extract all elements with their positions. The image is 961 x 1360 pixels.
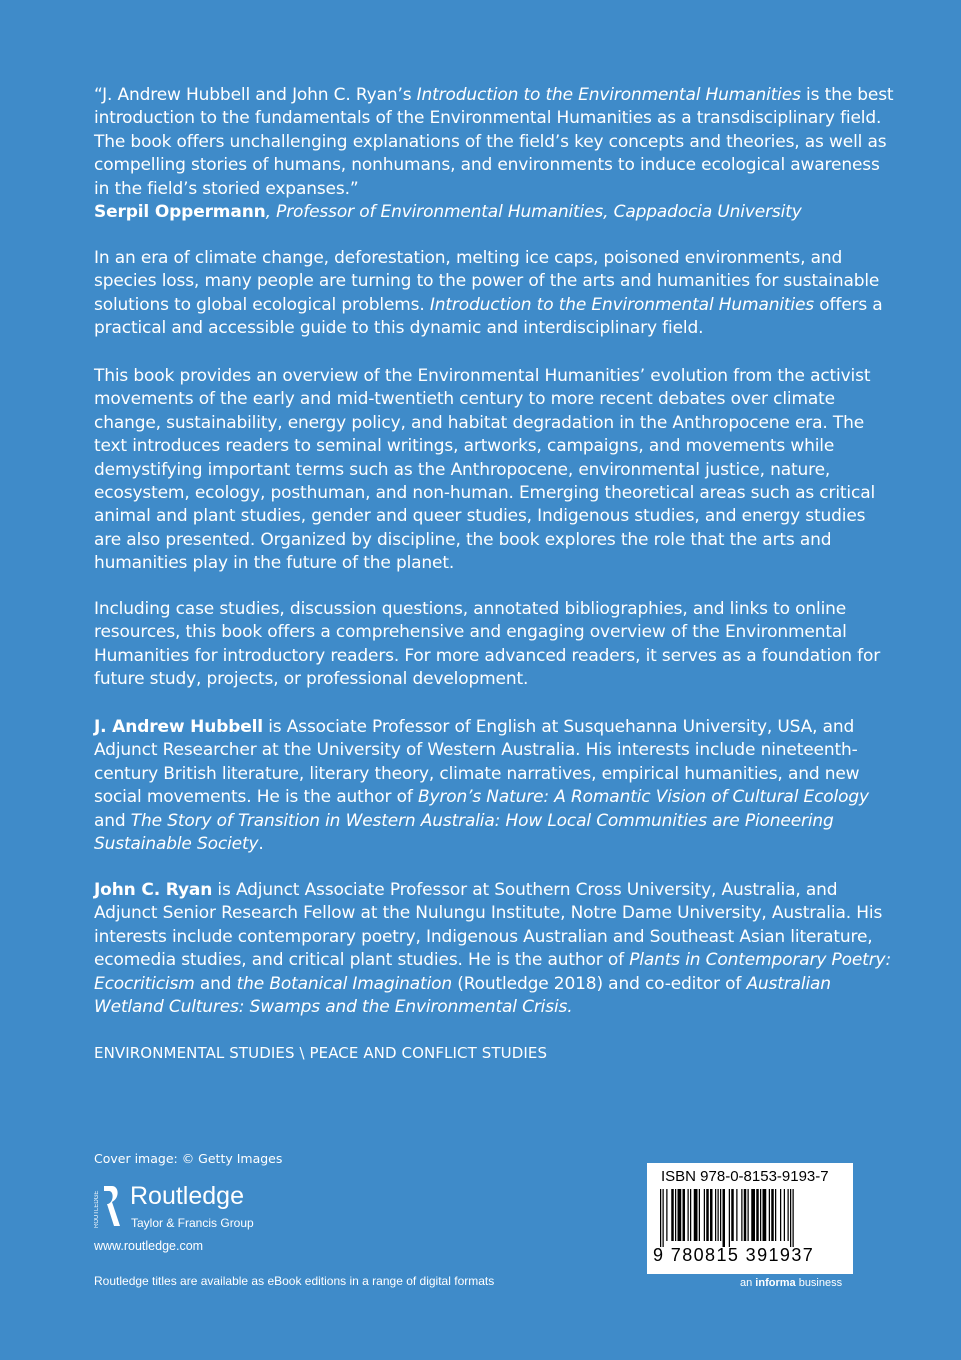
barcode-bar [671,1189,674,1241]
barcode-bar [694,1189,698,1241]
intro-paragraph [94,247,894,341]
barcode-bars [658,1189,842,1249]
barcode-bar [723,1189,726,1247]
barcode-bar [720,1189,721,1241]
author-bio-ryan [94,879,894,1019]
barcode-bar [704,1189,705,1241]
barcode-bar [741,1189,742,1241]
isbn-label: ISBN 978-0-8153-9193-7 [661,1168,829,1185]
overview-paragraph [94,365,894,576]
barcode-bar [780,1189,781,1241]
barcode-bar [784,1189,785,1241]
barcode-bar [663,1189,664,1247]
barcode-bar [788,1189,789,1241]
barcode-bar [715,1189,716,1241]
barcode-bar [675,1189,676,1241]
features-paragraph [94,598,894,692]
ebook-availability-note: Routledge titles are available as eBook editions in a range of digital formats [94,1274,495,1288]
barcode-bar [718,1189,719,1241]
routledge-vertical-label: ROUTLEDGE [94,1190,100,1228]
barcode-bar [678,1189,682,1241]
bio-text: (Routledge 2018) and co-editor of [452,973,747,994]
intro-text-end: offers a practical and accessible guide to this dynamic and interdisciplinary field. [94,294,883,339]
barcode-bar [793,1189,794,1247]
barcode-bar [690,1189,691,1241]
book-title: The Story of Transition in Western Australia: How Local Communities are Pioneering Sustainable Society [94,810,834,855]
barcode-bar [683,1189,686,1241]
isbn-barcode [647,1163,853,1274]
publisher-website[interactable]: www.routledge.com [94,1239,204,1253]
bio-text: . [258,834,264,855]
quote-book-title: Introduction to the Environmental Humanities [416,85,801,105]
informa-brand: informa [755,1277,796,1289]
quote-affiliation: , Professor of Environmental Humanities, Cappadocia University [265,202,802,223]
barcode-bar [751,1189,755,1241]
barcode-bar [775,1189,776,1241]
book-title: Plants in Contemporary Poetry: Ecocriticism [94,950,892,994]
barcode-bar [706,1189,709,1241]
cover-image-credit: Cover image: © Getty Images [94,1151,283,1166]
barcode-bar [763,1189,767,1241]
overview-text: This book provides an overview of the Environmental Humanities’ evolution from the activist movements of the early and mid-twentieth century to more recent debates over climate change, sustainability, energy policy, and habitat degradation in the Anthropocene era. The text introduces readers to seminal writings, artworks, campaigns, and movements while demystifying important terms such as the Anthropocene, environmental justice, nature, ecosystem, ecology, posthuman, and non-human. Emerging theoretical areas such as critical animal and plant studies, gender and queer studies, Indigenous studies, and energy studies are also presented. Organized by discipline, the book explores the role that the arts and humanities play in the future of the planet. [94,366,876,574]
barcode-bar [744,1189,747,1241]
barcode-bar [660,1189,661,1247]
subject-category: ENVIRONMENTAL STUDIES \ PEACE AND CONFLICT STUDIES [94,1044,548,1062]
publisher-group: Taylor & Francis Group [131,1216,254,1230]
book-title: Australian Wetland Cultures: Swamps and the Environmental Crisis. [94,973,831,1018]
barcode-bar [729,1189,730,1247]
quote-open: “J. Andrew Hubbell and John C. Ryan’s [94,85,417,105]
barcode-bar [790,1189,791,1247]
informa-prefix: an [740,1277,756,1289]
barcode-digits: 9 780815 391937 [653,1245,815,1265]
barcode-bar [688,1189,689,1241]
author-bio-hubbell [94,716,894,856]
barcode-bar [748,1189,749,1241]
book-title: Byron’s Nature: A Romantic Vision of Cultural Ecology [417,787,869,808]
features-text: Including case studies, discussion questions, annotated bibliographies, and links to online resources, this book offers a comprehensive and engaging overview of the Environmental Humanities for introductory readers. For more advanced readers, it serves as a foundation for future study, projects, or professional development. [94,599,881,690]
barcode-bar [771,1189,774,1241]
barcode-bar [769,1189,770,1241]
quote-body: is the best introduction to the fundamentals of the Environmental Humanities as a transdisciplinary field. The book offers unchallenging explanations of the field’s key concepts and theories, as well as compelling stories of humans, nonhumans, and environments to induce ecological awareness in the field’s storied expanses.” [94,85,894,199]
barcode-bar [699,1189,700,1241]
barcode-bar [736,1189,737,1241]
bio-text: and [194,973,237,994]
bio-text: is Adjunct Associate Professor at Southern Cross University, Australia, and Adjunct Senior Research Fellow at the Nulungu Institute, Notre Dame University, Australia. His interests include contemporary poetry, Indigenous Australian and Southeast Asian literature, ecomedia studies, and critical plant studies. He is the author of [94,880,883,971]
author-name-ryan: John C. Ryan [94,880,213,900]
barcode-bar [710,1189,713,1241]
quote-author: Serpil Oppermann [94,202,266,223]
publisher-name: Routledge [130,1182,244,1210]
barcode-bar [760,1189,761,1241]
author-name-hubbell: J. Andrew Hubbell [94,717,263,737]
intro-book-title: Introduction to the Environmental Humanities [429,294,815,315]
intro-text: In an era of climate change, deforestation, melting ice caps, poisoned environments, and species loss, many people are turning to the power of the arts and humanities for sustainable solutions to global ecological problems. [94,248,880,315]
informa-business-tagline [740,1277,842,1289]
bio-text: and [94,810,131,831]
informa-suffix: business [795,1277,843,1289]
barcode-bar [666,1189,667,1241]
routledge-r-icon [94,1184,122,1230]
endorsement-quote [94,84,894,224]
bio-text: is Associate Professor of English at Susquehanna University, USA, and Adjunct Researcher at the University of Western Australia. His interests include nineteenth-century British literature, literary theory, climate narratives, empirical humanities, and new social movements. He is the author of [94,717,860,808]
book-title: the Botanical Imagination [236,973,453,994]
barcode-bar [756,1189,759,1241]
barcode-bar [731,1189,734,1241]
